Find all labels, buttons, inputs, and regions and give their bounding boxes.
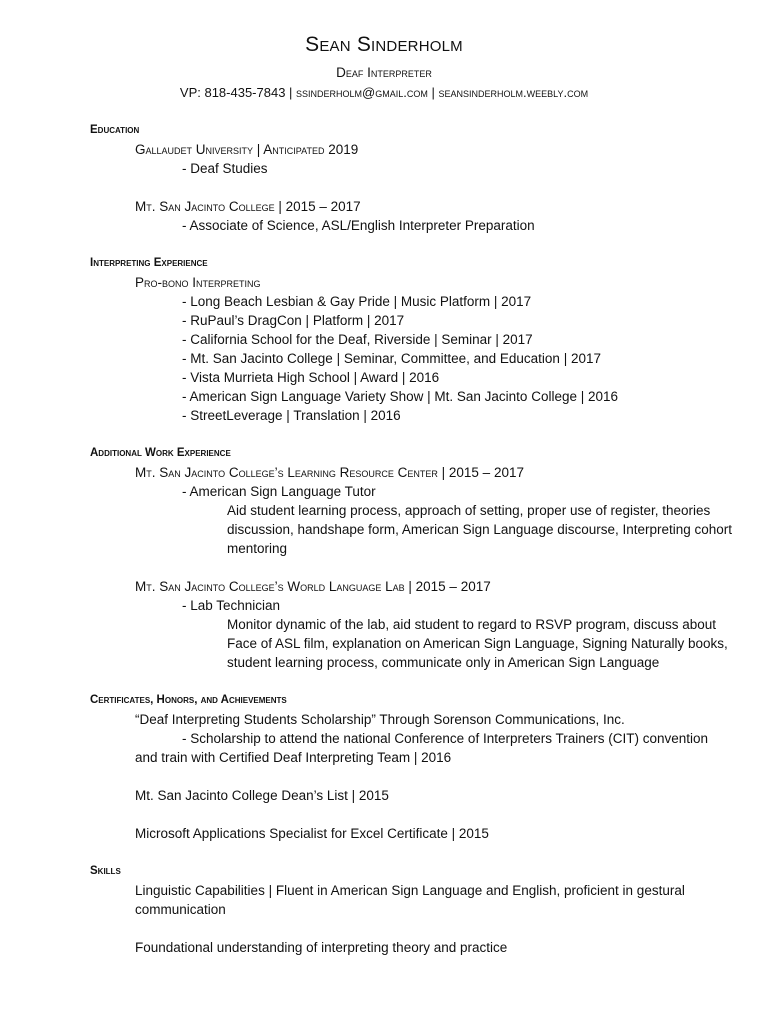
section-title-education: Education	[90, 124, 140, 136]
skill-linguistic: Linguistic Capabilities | Fluent in American Sign Language and English, proficient in gestural	[135, 883, 685, 898]
list-item: - Mt. San Jacinto College | Seminar, Committee, and Education | 2017	[182, 351, 601, 366]
work-description-line: student learning process, communicate only in American Sign Language	[227, 655, 660, 670]
resume-header	[0, 33, 768, 101]
work-dates: | 2015 – 2017	[437, 465, 524, 480]
work-employer-line	[90, 463, 750, 482]
website-url: seansinderholm.weebly.com	[438, 85, 589, 100]
deans-list: Mt. San Jacinto College Dean’s List | 2015	[135, 788, 389, 803]
list-item: - Vista Murrieta High School | Award | 2016	[182, 370, 440, 385]
work-description-line: mentoring	[227, 541, 288, 556]
section-title-interpreting: Interpreting Experience	[90, 257, 208, 269]
work-role: - American Sign Language Tutor	[182, 484, 376, 499]
work-description-line: discussion, handshape form, American Sign Language discourse, Interpreting cohort	[227, 522, 733, 537]
list-item: - American Sign Language Variety Show | Mt. San Jacinto College | 2016	[182, 389, 619, 404]
list-item: - StreetLeverage | Translation | 2016	[182, 408, 401, 423]
scholarship-detail: - Scholarship to attend the national Conference of Interpreters Trainers (CIT) convention	[182, 731, 709, 746]
work-employer-line	[90, 577, 750, 596]
resume-body	[90, 121, 750, 957]
work-dates: | 2015 – 2017	[404, 579, 491, 594]
job-title: Deaf Interpreter	[336, 65, 432, 80]
section-title-skills: Skills	[90, 865, 121, 877]
skill-foundational: Foundational understanding of interpreting theory and practice	[135, 940, 508, 955]
email-address: ssinderholm@gmail.com	[296, 85, 428, 100]
separator: |	[427, 85, 439, 100]
work-role: - Lab Technician	[182, 598, 281, 613]
contact-line	[0, 85, 768, 101]
list-item: - RuPaul’s DragCon | Platform | 2017	[182, 313, 405, 328]
education-detail: - Associate of Science, ASL/English Interpreter Preparation	[182, 218, 535, 233]
section-title-work: Additional Work Experience	[90, 447, 231, 459]
list-item: - California School for the Deaf, Riverside | Seminar | 2017	[182, 332, 533, 347]
work-employer: Mt. San Jacinto College’s World Language Lab	[135, 579, 405, 594]
person-name: Sean Sinderholm	[305, 33, 463, 56]
skill-linguistic: communication	[135, 902, 226, 917]
education-detail: - Deaf Studies	[182, 161, 268, 176]
work-employer: Mt. San Jacinto College’s Learning Resource Center	[135, 465, 438, 480]
microsoft-certificate: Microsoft Applications Specialist for Excel Certificate | 2015	[135, 826, 489, 841]
work-description-line: Aid student learning process, approach of setting, proper use of register, theories	[227, 503, 711, 518]
section-title-certificates: Certificates, Honors, and Achievements	[90, 694, 287, 706]
work-description-line: Face of ASL film, explanation on American Sign Language, Signing Naturally books,	[227, 636, 728, 651]
scholarship-title: “Deaf Interpreting Students Scholarship” Through Sorenson Communications, Inc.	[135, 712, 625, 727]
separator: |	[285, 85, 297, 100]
education-school: Mt. San Jacinto College | 2015 – 2017	[135, 199, 361, 214]
scholarship-detail: and train with Certified Deaf Interpreting Team | 2016	[135, 750, 452, 765]
phone-number: VP: 818-435-7843	[179, 85, 286, 100]
list-item: - Long Beach Lesbian & Gay Pride | Music Platform | 2017	[182, 294, 532, 309]
interpreting-subheading: Pro-bono Interpreting	[135, 275, 261, 290]
education-school: Gallaudet University | Anticipated 2019	[135, 142, 359, 157]
work-description-line: Monitor dynamic of the lab, aid student to regard to RSVP program, discuss about	[227, 617, 717, 632]
